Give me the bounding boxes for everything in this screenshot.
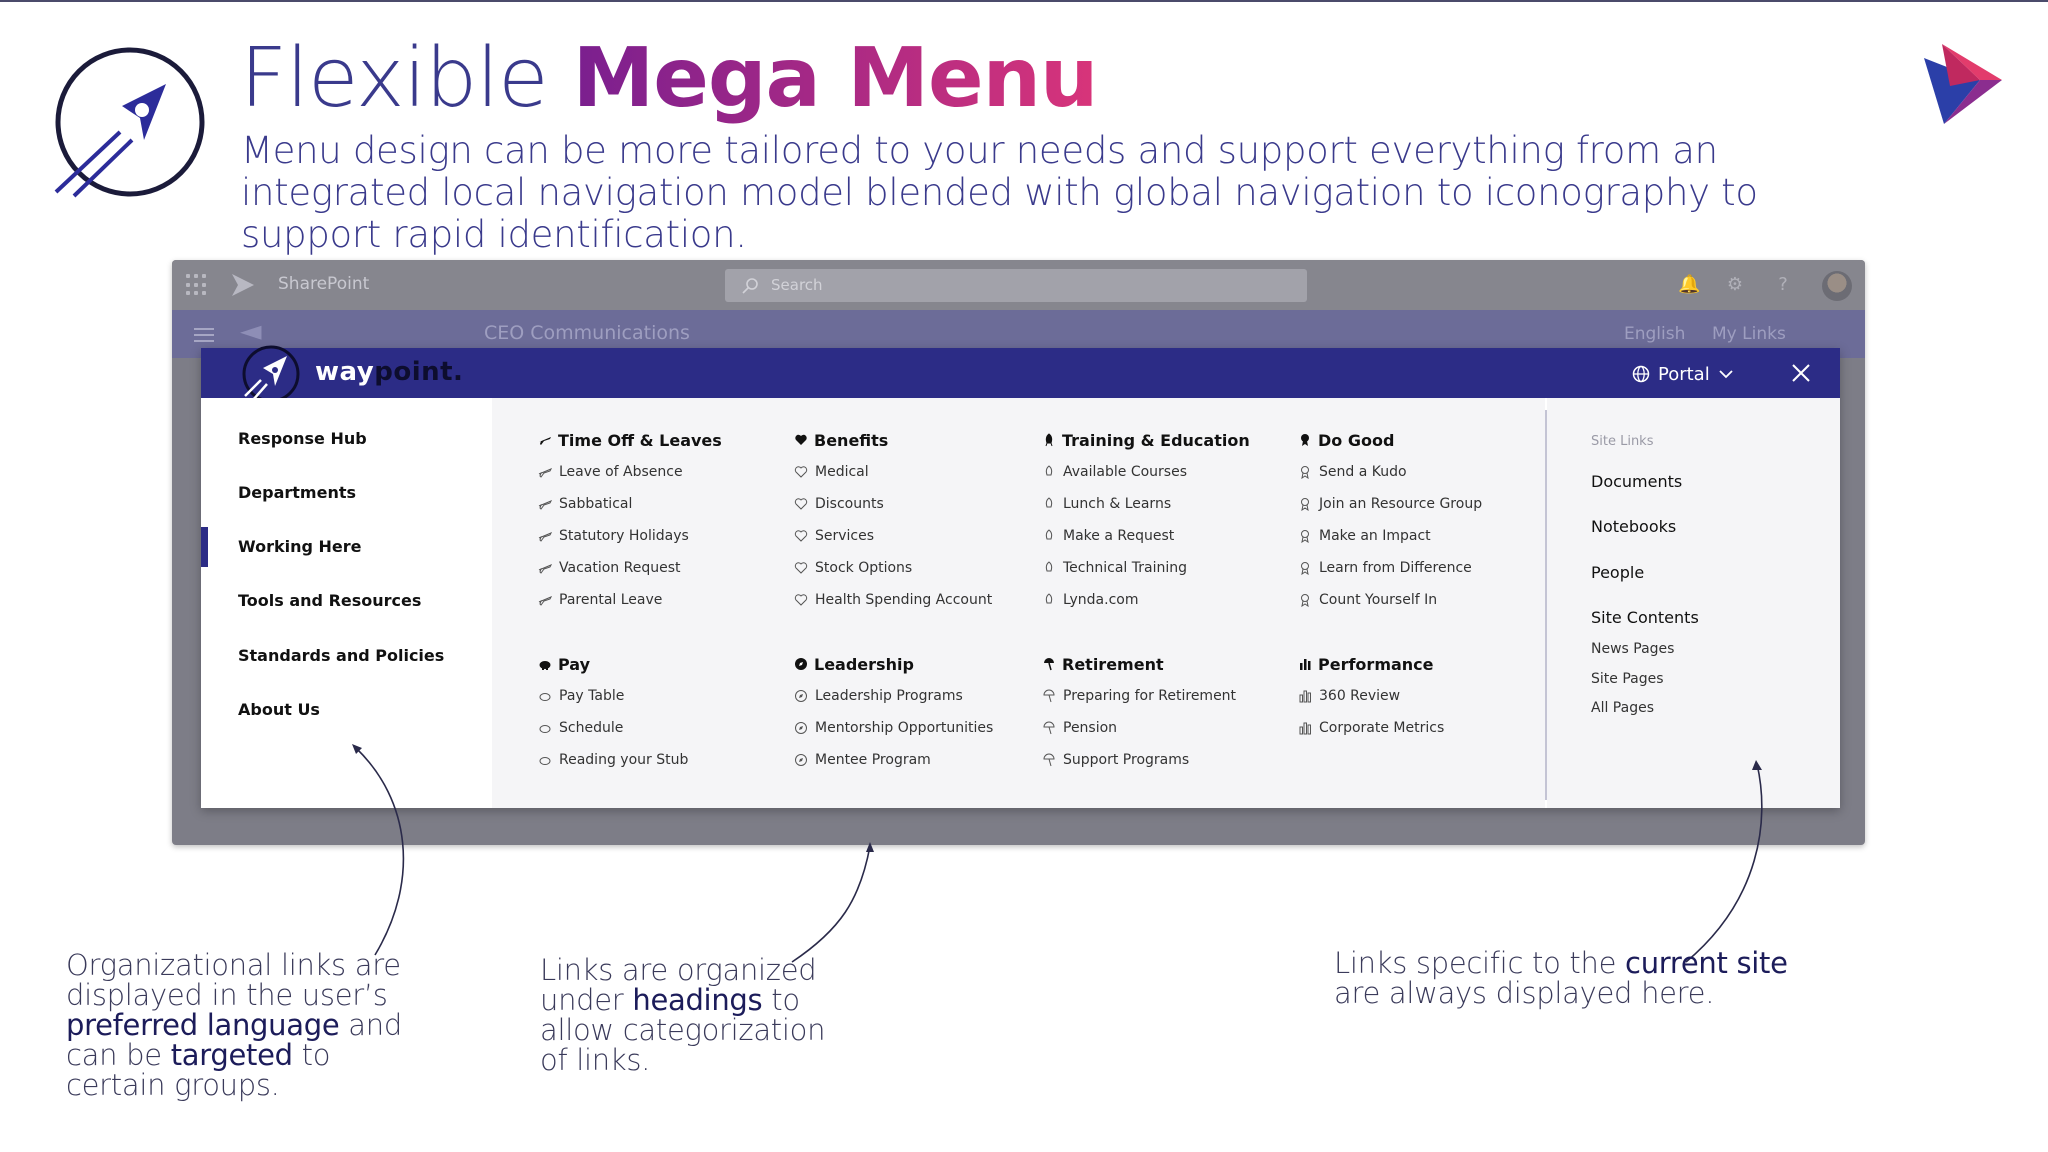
link-item[interactable]: Services	[794, 524, 1034, 548]
link-item[interactable]: Leadership Programs	[794, 684, 1034, 708]
nav-item-working-here[interactable]: Working Here	[201, 527, 492, 567]
nav-item-departments[interactable]: Departments	[238, 483, 357, 502]
close-icon[interactable]	[1788, 360, 1814, 386]
bar-chart-icon	[1298, 721, 1312, 735]
link-item[interactable]: Count Yourself In	[1298, 588, 1538, 612]
link-item[interactable]: Learn from Difference	[1298, 556, 1538, 580]
nav-item-response-hub[interactable]: Response Hub	[238, 429, 367, 448]
site-links-heading: Site Links	[1591, 434, 1654, 449]
top-border	[0, 0, 2048, 2]
heart-icon	[794, 465, 808, 479]
heart-icon	[794, 529, 808, 543]
site-link-all-pages[interactable]: All Pages	[1591, 700, 1654, 716]
group-heading[interactable]: Time Off & Leaves	[538, 428, 778, 452]
ribbon-icon	[1298, 561, 1312, 575]
link-groups	[492, 398, 1545, 808]
nav-item-tools-and-resources[interactable]: Tools and Resources	[238, 591, 422, 610]
rocket-icon	[1042, 561, 1056, 575]
link-item[interactable]: Mentorship Opportunities	[794, 716, 1034, 740]
waypoint-wordmark[interactable]: waypoint.	[315, 357, 464, 387]
app-name[interactable]: SharePoint	[278, 274, 370, 294]
avatar[interactable]	[1822, 271, 1852, 301]
link-item[interactable]: Make an Impact	[1298, 524, 1538, 548]
plane-icon	[538, 561, 552, 575]
heart-icon	[794, 593, 808, 607]
beach-icon	[1042, 721, 1056, 735]
ribbon-icon	[1298, 433, 1312, 447]
plane-icon	[538, 593, 552, 607]
link-item[interactable]: Support Programs	[1042, 748, 1282, 772]
nav-item-about-us[interactable]: About Us	[238, 700, 320, 719]
bar-chart-icon	[1298, 657, 1312, 671]
hamburger-icon[interactable]	[194, 328, 214, 346]
portal-dropdown[interactable]	[1632, 360, 1734, 388]
link-item[interactable]: Mentee Program	[794, 748, 1034, 772]
globe-icon	[1632, 365, 1650, 383]
compass-icon	[794, 753, 808, 767]
ribbon-icon	[1298, 465, 1312, 479]
link-item[interactable]: Stock Options	[794, 556, 1034, 580]
language-selector[interactable]: English	[1624, 324, 1686, 344]
group-heading[interactable]: Performance	[1298, 652, 1538, 676]
rocket-icon	[1042, 529, 1056, 543]
my-links[interactable]: My Links	[1712, 324, 1786, 344]
annotation-right: Links specific to the current site are always displayed here.	[1334, 946, 1788, 1010]
brand-logo-icon	[1920, 40, 2002, 126]
site-link-site-contents[interactable]: Site Contents	[1591, 608, 1699, 627]
bar-chart-icon	[1298, 689, 1312, 703]
link-item[interactable]: Lunch & Learns	[1042, 492, 1282, 516]
ribbon-icon	[1298, 593, 1312, 607]
link-item[interactable]: Pension	[1042, 716, 1282, 740]
piggy-bank-icon	[538, 721, 552, 735]
group-heading[interactable]: Leadership	[794, 652, 1034, 676]
search-icon	[741, 277, 759, 295]
link-item[interactable]: Discounts	[794, 492, 1034, 516]
group-do-good	[1298, 428, 1538, 620]
compass-icon	[794, 689, 808, 703]
plane-icon	[538, 465, 552, 479]
link-item[interactable]: Make a Request	[1042, 524, 1282, 548]
mega-menu-header	[201, 348, 1840, 398]
heart-icon	[794, 497, 808, 511]
piggy-bank-icon	[538, 753, 552, 767]
annotation-middle: Links are organized under headings to allow categorization of links.	[540, 953, 826, 1077]
app-launcher-icon[interactable]	[186, 274, 208, 296]
page-title: Flexible Mega Menu	[240, 31, 1098, 126]
link-item[interactable]: Corporate Metrics	[1298, 716, 1538, 740]
compass-icon	[794, 721, 808, 735]
group-performance	[1298, 652, 1538, 748]
site-link-news-pages[interactable]: News Pages	[1591, 641, 1675, 657]
group-heading[interactable]: Pay	[538, 652, 778, 676]
plane-icon	[538, 529, 552, 543]
compass-icon	[794, 657, 808, 671]
link-item[interactable]: Statutory Holidays	[538, 524, 778, 548]
arrow-middle	[792, 846, 870, 962]
site-title[interactable]: CEO Communications	[484, 322, 690, 344]
piggy-bank-icon	[538, 657, 552, 671]
link-item[interactable]: Medical	[794, 460, 1034, 484]
global-nav	[201, 398, 492, 808]
site-link-site-pages[interactable]: Site Pages	[1591, 671, 1664, 687]
group-training	[1042, 428, 1282, 620]
link-item[interactable]: Sabbatical	[538, 492, 778, 516]
gear-icon[interactable]: ⚙	[1726, 274, 1744, 295]
group-heading[interactable]: Do Good	[1298, 428, 1538, 452]
group-benefits	[794, 428, 1034, 620]
site-logo-ghost: ◄	[240, 314, 262, 347]
rocket-badge-icon	[48, 44, 208, 204]
search-input[interactable]	[725, 269, 1307, 302]
help-icon[interactable]: ?	[1778, 274, 1788, 295]
rocket-icon	[1042, 433, 1056, 447]
link-item[interactable]: Technical Training	[1042, 556, 1282, 580]
rocket-icon	[1042, 497, 1056, 511]
link-item[interactable]: Preparing for Retirement	[1042, 684, 1282, 708]
link-item[interactable]: Schedule	[538, 716, 778, 740]
link-item[interactable]: Leave of Absence	[538, 460, 778, 484]
ribbon-icon	[1298, 497, 1312, 511]
chevron-down-icon	[1718, 369, 1734, 379]
link-item[interactable]: Available Courses	[1042, 460, 1282, 484]
site-link-notebooks[interactable]: Notebooks	[1591, 517, 1677, 536]
link-item[interactable]: Vacation Request	[538, 556, 778, 580]
group-leadership	[794, 652, 1034, 780]
group-time-off	[538, 428, 778, 620]
ribbon-icon	[1298, 529, 1312, 543]
group-heading[interactable]: Retirement	[1042, 652, 1282, 676]
portal-label: Portal	[1658, 363, 1710, 385]
group-heading[interactable]: Training & Education	[1042, 428, 1282, 452]
waypoint-logo-icon	[237, 342, 301, 406]
annotation-left: Organizational links are displayed in the user’s preferred language and can be targeted to certain groups.	[66, 948, 402, 1102]
piggy-bank-icon	[538, 689, 552, 703]
heart-icon	[794, 561, 808, 575]
site-links-panel	[1547, 398, 1840, 808]
plane-icon	[538, 433, 552, 447]
link-item[interactable]: Send a Kudo	[1298, 460, 1538, 484]
site-link-people[interactable]: People	[1591, 563, 1645, 582]
search-placeholder: Search	[771, 276, 823, 294]
link-item[interactable]: Health Spending Account	[794, 588, 1034, 612]
heart-icon	[794, 433, 808, 447]
plane-icon	[538, 497, 552, 511]
beach-icon	[1042, 657, 1056, 671]
group-pay	[538, 652, 778, 780]
rocket-icon	[1042, 593, 1056, 607]
link-item[interactable]: 360 Review	[1298, 684, 1538, 708]
beach-icon	[1042, 753, 1056, 767]
sharepoint-suite-bar	[172, 260, 1865, 310]
group-heading[interactable]: Benefits	[794, 428, 1034, 452]
page-subtitle: Menu design can be more tailored to your needs and support everything from an integrated local navigation model blended with global navigation to iconography to support rapid identification.	[241, 129, 1758, 256]
link-item[interactable]: Reading your Stub	[538, 748, 778, 772]
nav-item-standards-and-policies[interactable]: Standards and Policies	[238, 646, 445, 665]
link-item[interactable]: Lynda.com	[1042, 588, 1282, 612]
sharepoint-logo-icon	[230, 272, 256, 298]
notification-icon[interactable]: 🔔	[1678, 274, 1701, 295]
mega-menu	[201, 348, 1840, 808]
beach-icon	[1042, 689, 1056, 703]
link-item[interactable]: Parental Leave	[538, 588, 778, 612]
rocket-icon	[1042, 465, 1056, 479]
link-item[interactable]: Join an Resource Group	[1298, 492, 1538, 516]
site-link-documents[interactable]: Documents	[1591, 472, 1683, 491]
link-item[interactable]: Pay Table	[538, 684, 778, 708]
group-retirement	[1042, 652, 1282, 780]
